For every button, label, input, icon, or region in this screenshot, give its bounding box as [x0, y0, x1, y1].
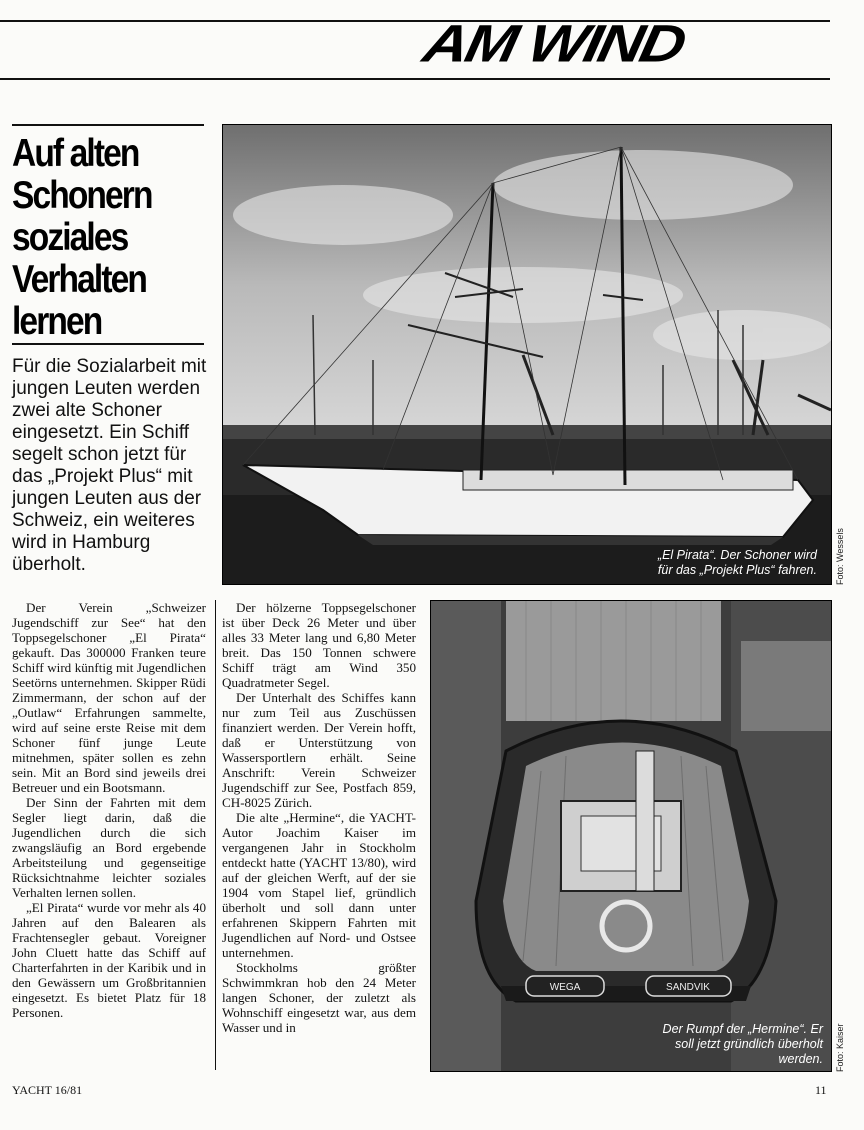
photo-hermine	[430, 600, 832, 1072]
caption-line: „El Pirata“. Der Schoner wird	[657, 548, 817, 562]
photo-el-pirata-caption	[517, 548, 817, 578]
column-divider	[215, 600, 216, 1070]
hull-illustration	[431, 601, 831, 1071]
caption-line: für das „Projekt Plus“ fahren.	[657, 563, 817, 577]
photo-credit-kaiser: Foto: Kaiser	[835, 1023, 845, 1072]
issue-label: YACHT 16/81	[12, 1083, 83, 1097]
paragraph: Der Verein „Schweizer Jugendschiff zur See“ hat den Toppsegelschoner „El Pirata“ gekauft. Das 300000 Franken teure Schiff wird künftig mit Jugendlichen Seetörns unternehmen. Skipper Rüdi Zimmermann, der schon auf der „Outlaw“ Erfahrungen sammelte, wird auf seine erste Reise mit dem Schoner fünf junge Leute mitnehmen, später sollen es zehn sein. Mit an Bord sind jeweils drei Betreuer und ein Bootsmann.	[12, 600, 206, 795]
paragraph: Der Sinn der Fahrten mit dem Segler liegt darin, daß die Jugendlichen durch die sich zwangsläufig an Bord ergebende Arbeitsteilung und gegenseitige Rücksichtnahme leichter soziales Verhalten lernen sollen.	[12, 795, 206, 900]
photo-credit-wessels: Foto: Wessels	[835, 528, 845, 585]
caption-line: Der Rumpf der „Hermine“. Er	[662, 1022, 823, 1036]
headline-top-rule	[12, 124, 204, 126]
section-banner: AM WIND	[418, 14, 689, 74]
article-column-2	[222, 600, 416, 1075]
paragraph: Stockholms größter Schwimmkran hob den 24 Meter langen Schoner, der zuletzt als Wohnschiff eingesetzt war, aus dem Wasser und in	[222, 960, 416, 1035]
headline-line: Schonern	[12, 174, 152, 217]
headline-bottom-rule	[12, 343, 204, 345]
headline-line: Auf alten	[12, 132, 139, 175]
article-headline	[12, 133, 212, 343]
paragraph: Der hölzerne Toppsegelschoner ist über Deck 26 Meter und über alles 33 Meter lang und 6,80 Meter breit. Das 150 Tonnen schwere Schiff trägt am Wind 350 Quadratmeter Segel.	[222, 600, 416, 690]
page-number: 11	[815, 1083, 827, 1097]
article-column-1	[12, 600, 206, 1075]
header-bottom-rule	[0, 78, 830, 80]
stern-name-left: WEGA	[549, 982, 581, 993]
article-lead: Für die Sozialarbeit mit jungen Leuten werden zwei alte Schoner eingesetzt. Ein Schiff segelt schon jetzt für das „Projekt Plus“ mit jungen Leuten aus der Schweiz, ein weiteres wird in Hamburg überholt.	[12, 356, 207, 575]
headline-line: soziales	[12, 216, 128, 259]
caption-line: soll jetzt gründlich überholt	[675, 1037, 823, 1051]
paragraph: Der Unterhalt des Schiffes kann nur zum Teil aus Zuschüssen finanziert werden. Der Verein hofft, daß er Unterstützung von Wassersportlern erhält. Seine Anschrift: Verein Schweizer Jugendschiff zur See, Postfach 859, CH-8025 Zürich.	[222, 690, 416, 810]
schooner-illustration	[223, 125, 831, 584]
photo-hermine-caption	[603, 1022, 823, 1067]
stern-name-right: SANDVIK	[666, 982, 710, 993]
paragraph: Die alte „Hermine“, die YACHT-Autor Joachim Kaiser im vergangenen Jahr in Stockholm entdeckt hatte (YACHT 13/80), wird auf der gleichen Werft, auf der sie 1904 vom Stapel lief, gründlich überholt und soll dann unter erfahrenen Skippern Fahrten mit Jugendlichen auf Nord- und Ostsee unternehmen.	[222, 810, 416, 960]
headline-line: Verhalten	[12, 258, 146, 301]
headline-line: lernen	[12, 300, 102, 343]
paragraph: „El Pirata“ wurde vor mehr als 40 Jahren auf den Balearen als Frachtensegler gebaut. Voreigner John Cluett hatte das Schiff auf Charterfahrten in der Karibik und in den Gewässern um Großbritannien eingesetzt. Es bietet Platz für 18 Personen.	[12, 900, 206, 1020]
photo-el-pirata	[222, 124, 832, 585]
caption-line: werden.	[778, 1052, 823, 1066]
